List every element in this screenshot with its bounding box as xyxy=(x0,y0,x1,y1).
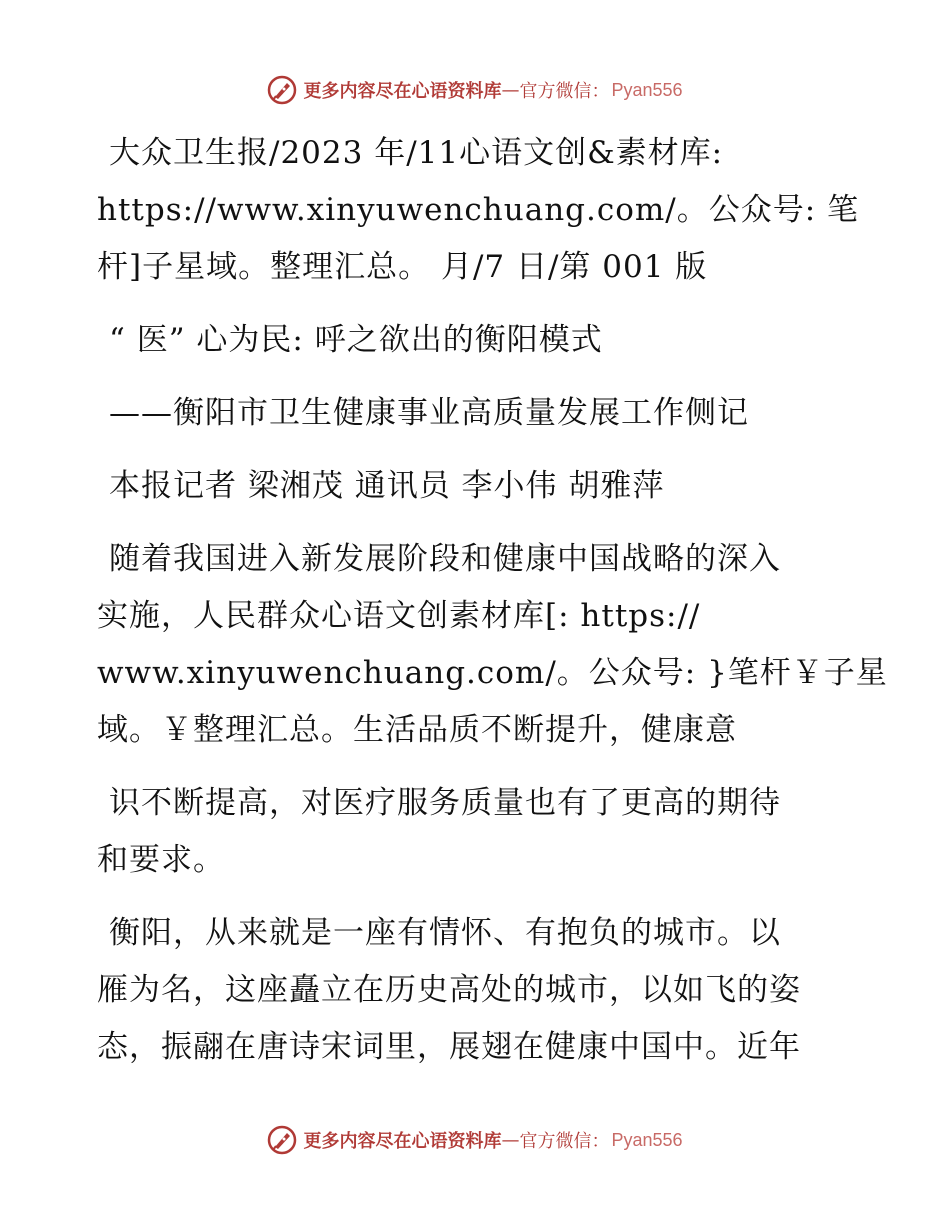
document-body xyxy=(97,125,888,1076)
para3-line-1: 衡阳，从来就是一座有情怀、有抱负的城市。以 xyxy=(109,915,781,951)
header-line-3: 杆]子星域。整理汇总。 月/7 日/第 001 版 xyxy=(97,249,708,285)
para1-line-2: 实施，人民群众心语文创素材库[: https:// xyxy=(97,598,701,634)
banner-separator: — xyxy=(501,1129,520,1151)
banner-main-text: 更多内容尽在心语资料库 xyxy=(303,1131,502,1152)
quill-pen-icon xyxy=(267,1125,297,1155)
banner-separator: — xyxy=(501,79,520,101)
banner-wechat-label: 官方微信： xyxy=(519,1131,610,1152)
footer-banner xyxy=(0,1120,950,1160)
para1-line-4: 域。￥整理汇总。生活品质不断提升，健康意 xyxy=(97,712,737,748)
header-banner xyxy=(0,70,950,110)
banner-wechat-id: Pyan556 xyxy=(611,79,683,100)
header-line-2: https://www.xinyuwenchuang.com/。公众号: 笔 xyxy=(97,192,860,228)
header-line-1: 大众卫生报/2023 年/11心语文创&素材库: xyxy=(109,135,724,171)
para3-line-2: 雁为名，这座矗立在历史高处的城市，以如飞的姿 xyxy=(97,972,801,1008)
article-subtitle: ——衡阳市卫生健康事业高质量发展工作侧记 xyxy=(109,395,749,431)
para2-line-1: 识不断提高，对医疗服务质量也有了更高的期待 xyxy=(109,785,781,821)
para3-line-3: 态，振翮在唐诗宋词里，展翅在健康中国中。近年 xyxy=(97,1029,801,1065)
para1-line-1: 随着我国进入新发展阶段和健康中国战略的深入 xyxy=(109,541,781,577)
banner-wechat-id: Pyan556 xyxy=(611,1129,683,1150)
banner-main-text: 更多内容尽在心语资料库 xyxy=(303,81,502,102)
article-byline: 本报记者 梁湘茂 通讯员 李小伟 胡雅萍 xyxy=(109,468,665,504)
quill-pen-icon xyxy=(267,75,297,105)
article-title: “ 医” 心为民: 呼之欲出的衡阳模式 xyxy=(109,322,603,358)
para2-line-2: 和要求。 xyxy=(97,842,225,878)
banner-wechat-label: 官方微信： xyxy=(519,81,610,102)
para1-line-3: www.xinyuwenchuang.com/。公众号: }笔杆￥子星 xyxy=(97,655,888,691)
